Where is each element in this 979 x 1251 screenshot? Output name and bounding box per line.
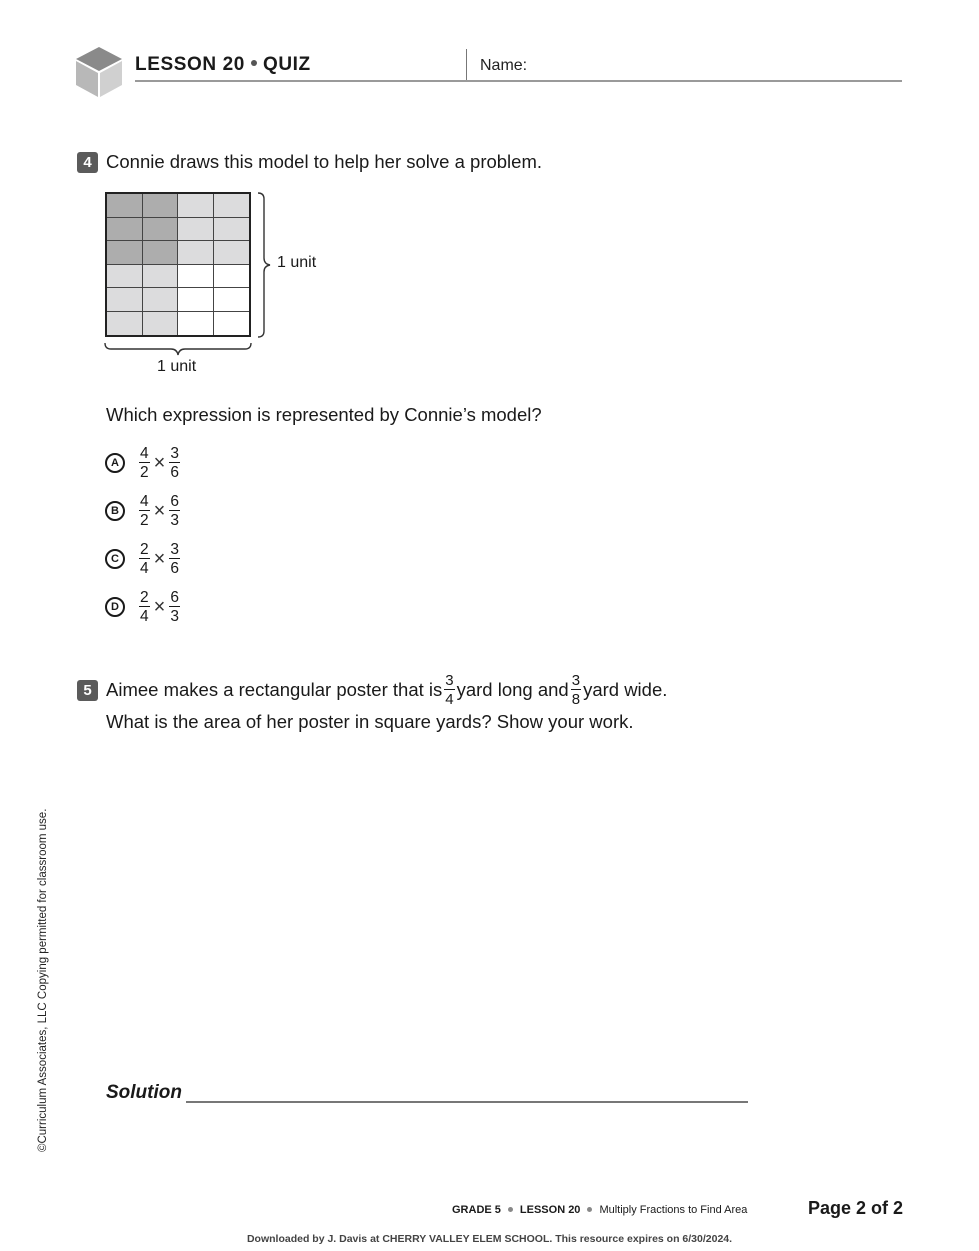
- numerator: 4: [140, 445, 149, 462]
- question-4-number-badge: 4: [77, 152, 98, 173]
- fraction: [169, 446, 180, 480]
- choice-b[interactable]: [105, 491, 180, 531]
- grid-cell: [107, 265, 143, 289]
- lesson-title: [135, 54, 311, 76]
- grid-cell: [178, 194, 214, 218]
- grid-cell: [107, 241, 143, 265]
- area-model-grid: [105, 192, 251, 337]
- footer-topic: Multiply Fractions to Find Area: [599, 1204, 748, 1216]
- numerator: 3: [571, 672, 581, 689]
- times-icon: ×: [153, 451, 166, 474]
- grid-cell: [143, 241, 179, 265]
- solution-answer-line[interactable]: [186, 1101, 748, 1103]
- numerator: 4: [140, 493, 149, 510]
- quiz-label: QUIZ: [262, 54, 311, 75]
- numerator: 6: [170, 493, 179, 510]
- fraction: [139, 494, 150, 528]
- choice-c-bubble[interactable]: C: [105, 549, 125, 569]
- question-5-prompt-line-1: [106, 672, 667, 708]
- denominator: 6: [170, 464, 179, 481]
- solution-label: Solution: [106, 1082, 182, 1103]
- grid-cell: [107, 288, 143, 312]
- grid-cell: [107, 312, 143, 336]
- question-4-ask: Which expression is represented by Connie’s model?: [106, 404, 542, 425]
- grid-cell: [214, 194, 250, 218]
- header-divider: [466, 49, 467, 81]
- prompt-text: yard wide.: [583, 679, 668, 700]
- prompt-text: yard long and: [456, 679, 569, 700]
- fraction: [169, 542, 180, 576]
- numerator: 3: [170, 541, 179, 558]
- width-fraction: [571, 673, 581, 707]
- fraction: [139, 446, 150, 480]
- length-fraction: [444, 673, 454, 707]
- grid-cell: [178, 288, 214, 312]
- bullet-separator: [587, 1207, 592, 1212]
- denominator: 4: [445, 691, 454, 708]
- grid-cell: [143, 312, 179, 336]
- download-notice: Downloaded by J. Davis at CHERRY VALLEY ELEM SCHOOL. This resource expires on 6/30/2024.: [246, 1233, 733, 1245]
- question-4-prompt: Connie draws this model to help her solve a problem.: [106, 151, 543, 172]
- times-icon: ×: [153, 499, 166, 522]
- grid-cell: [143, 288, 179, 312]
- page-header: [0, 0, 979, 110]
- denominator: 3: [170, 512, 179, 529]
- numerator: 3: [445, 672, 454, 689]
- grid-cell: [143, 218, 179, 242]
- grid-cell: [214, 218, 250, 242]
- cube-logo-icon: [74, 45, 124, 99]
- right-brace-icon: [256, 192, 272, 338]
- grid-cell: [107, 218, 143, 242]
- denominator: 4: [140, 560, 149, 577]
- question-5-prompt-line-2: What is the area of her poster in square yards? Show your work.: [106, 711, 634, 732]
- fraction: [139, 542, 150, 576]
- denominator: 6: [170, 560, 179, 577]
- grid-cell: [214, 241, 250, 265]
- denominator: 2: [140, 512, 149, 529]
- bottom-brace-icon: [104, 341, 252, 357]
- grid-cell: [143, 194, 179, 218]
- footer-lesson: LESSON 20: [519, 1204, 581, 1216]
- grid-cell: [214, 312, 250, 336]
- choice-a-bubble[interactable]: A: [105, 453, 125, 473]
- grid-cell: [178, 218, 214, 242]
- choice-b-bubble[interactable]: B: [105, 501, 125, 521]
- grid-cell: [178, 312, 214, 336]
- denominator: 8: [571, 691, 581, 708]
- height-unit-label: 1 unit: [277, 254, 317, 271]
- footer-meta: [452, 1204, 747, 1216]
- choice-a[interactable]: [105, 443, 180, 483]
- prompt-text: Aimee makes a rectangular poster that is: [106, 679, 443, 700]
- question-5-number-badge: 5: [77, 680, 98, 701]
- fraction: [139, 590, 150, 624]
- bullet-separator: [508, 1207, 513, 1212]
- denominator: 4: [140, 608, 149, 625]
- grid-cell: [178, 241, 214, 265]
- copyright-notice: ©Curriculum Associates, LLC Copying permitted for classroom use.: [37, 808, 49, 1152]
- denominator: 3: [170, 608, 179, 625]
- numerator: 2: [140, 541, 149, 558]
- times-icon: ×: [153, 595, 166, 618]
- choice-d-bubble[interactable]: D: [105, 597, 125, 617]
- numerator: 3: [170, 445, 179, 462]
- header-rule: [135, 80, 902, 82]
- numerator: 6: [170, 589, 179, 606]
- name-field-label: Name:: [480, 57, 528, 74]
- grid-cell: [107, 194, 143, 218]
- footer-grade: GRADE 5: [452, 1204, 501, 1216]
- grid-cell: [214, 265, 250, 289]
- denominator: 2: [140, 464, 149, 481]
- fraction: [169, 590, 180, 624]
- grid-cell: [214, 288, 250, 312]
- lesson-label: LESSON 20: [135, 54, 245, 75]
- grid-cell: [143, 265, 179, 289]
- width-unit-label: 1 unit: [157, 358, 197, 375]
- choice-c[interactable]: [105, 539, 180, 579]
- bullet-separator: [251, 60, 257, 66]
- grid-cell: [178, 265, 214, 289]
- times-icon: ×: [153, 547, 166, 570]
- fraction: [169, 494, 180, 528]
- choice-d[interactable]: [105, 587, 180, 627]
- page-number: Page 2 of 2: [808, 1198, 904, 1218]
- numerator: 2: [140, 589, 149, 606]
